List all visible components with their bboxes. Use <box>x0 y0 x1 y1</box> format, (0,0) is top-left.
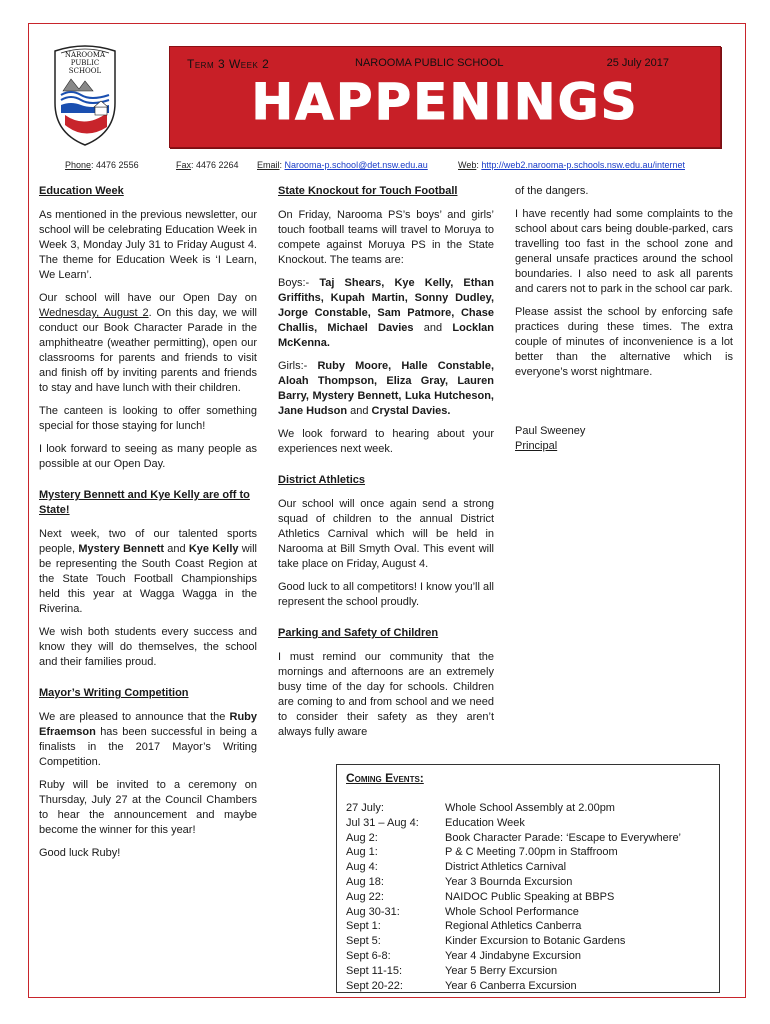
mayors-writing-paragraph: We are pleased to announce that the Ruby Efraemson has been successful in being a finalists in the 2017 Mayor’s Writing Competition. <box>39 711 257 768</box>
fax-contact: Fax: 4476 2264 <box>176 160 239 170</box>
open-day-paragraph: Our school will have our Open Day on Wednesday, August 2. On this day, we will conduct our Book Character Parade in the amphitheatre (weather permitting), open our classrooms for parents and friends to visit and finish off by inviting parents and friends to stay and have lunch with their children. <box>39 292 257 394</box>
event-description: Year 6 Canberra Excursion <box>445 979 577 992</box>
open-day-closing-paragraph: I look forward to seeing as many people as possible at our Open Day. <box>39 443 257 470</box>
state-touch-wishes-paragraph: We wish both students every success and know they will do themselves, the school and their families proud. <box>39 626 257 668</box>
event-row <box>346 964 710 979</box>
email-contact: Email: Narooma-p.school@det.nsw.edu.au <box>257 160 428 170</box>
crest-text-2: PUBLIC <box>70 59 100 67</box>
column-3 <box>515 184 733 454</box>
coming-events-box <box>336 764 720 993</box>
coming-events-title: Coming Events: <box>346 771 424 785</box>
event-row <box>346 816 710 831</box>
education-week-paragraph: As mentioned in the previous newsletter, our school will be celebrating Education Week in Week 3, Monday July 31 to Friday August 4. The theme for Education Week is ‘I Learn, We Learn’. <box>39 209 257 281</box>
event-date: Aug 30-31: <box>346 905 400 918</box>
event-description: District Athletics Carnival <box>445 861 567 874</box>
term-week-label: Term 3 Week 2 <box>187 57 270 71</box>
event-date: Aug 22: <box>346 890 384 903</box>
event-description: Year 4 Jindabyne Excursion <box>445 949 581 962</box>
column-1 <box>39 184 257 869</box>
event-row <box>346 860 710 875</box>
principal-name: Paul Sweeney <box>515 425 586 437</box>
event-description: P & C Meeting 7.00pm in Staffroom <box>445 846 618 859</box>
event-date: Aug 2: <box>346 831 378 844</box>
event-description: Education Week <box>445 816 525 829</box>
event-description: Year 5 Berry Excursion <box>445 964 558 977</box>
newsletter-banner <box>169 46 721 148</box>
event-row <box>346 875 710 890</box>
event-description: NAIDOC Public Speaking at BBPS <box>445 890 615 903</box>
safe-practices-paragraph: Please assist the school by enforcing safe practices during these times. The extra couple of minutes of inconvenience is a lot better than the alternative which is everyone’s worst nightmare. <box>515 306 733 378</box>
event-row <box>346 934 710 949</box>
event-row <box>346 979 710 994</box>
principal-title: Principal <box>515 440 558 452</box>
crest-text-3: SCHOOL <box>68 67 102 75</box>
event-description: Whole School Performance <box>445 905 579 918</box>
newsletter-title: HAPPENINGS <box>251 73 639 131</box>
event-date: Sept 5: <box>346 935 381 948</box>
mayors-writing-heading: Mayor’s Writing Competition <box>39 687 189 699</box>
good-luck-paragraph: Good luck Ruby! <box>39 847 121 859</box>
event-description: Year 3 Bournda Excursion <box>445 875 573 888</box>
web-contact: Web: http://web2.narooma-p.schools.nsw.edu.au/internet <box>458 160 685 170</box>
event-date: Aug 1: <box>346 846 378 859</box>
event-row <box>346 905 710 920</box>
complaints-paragraph: I have recently had some complaints to the school about cars being double-parked, cars travelling too fast in the school zone and general unsafe practices around the school boundaries. I also need to ask all parents and carers not to park in the school car park. <box>515 208 733 295</box>
event-row <box>346 845 710 860</box>
boys-team-list: Boys:- Taj Shears, Kye Kelly, Ethan Griffiths, Kupah Martin, Sonny Dudley, Jorge Constable, Sam Patmore, Chase Challis, Michael Davies and Locklan McKenna. <box>278 277 494 349</box>
website-link[interactable]: http://web2.narooma-p.schools.nsw.edu.au/internet <box>481 160 685 170</box>
event-row <box>346 919 710 934</box>
canteen-paragraph: The canteen is looking to offer something special for those staying for lunch! <box>39 405 257 432</box>
event-row <box>346 801 710 816</box>
parking-continued-text: of the dangers. <box>515 185 589 197</box>
event-date: Jul 31 – Aug 4: <box>346 816 419 829</box>
girls-team-list: Girls:- Ruby Moore, Halle Constable, Aloah Thompson, Eliza Gray, Lauren Barry, Mystery Bennett, Luka Hutcheson, Jane Hudson and Crystal Davies. <box>278 360 494 417</box>
issue-date: 25 July 2017 <box>606 57 669 69</box>
ceremony-paragraph: Ruby will be invited to a ceremony on Thursday, July 27 at the Council Chambers to hear the announcement and maybe become the winner for this year! <box>39 779 257 836</box>
event-date: Sept 1: <box>346 920 381 933</box>
touch-football-heading: State Knockout for Touch Football <box>278 185 458 197</box>
event-date: Sept 11-15: <box>346 964 403 977</box>
event-date: Aug 4: <box>346 861 378 874</box>
event-description: Whole School Assembly at 2.00pm <box>445 802 615 814</box>
district-good-luck-paragraph: Good luck to all competitors! I know you’ll all represent the school proudly. <box>278 581 494 608</box>
email-link[interactable]: Narooma-p.school@det.nsw.edu.au <box>284 160 428 170</box>
education-week-heading: Education Week <box>39 185 124 197</box>
event-date: Sept 20-22: <box>346 979 403 992</box>
touch-football-paragraph: On Friday, Narooma PS’s boys’ and girls’ touch football teams will travel to Moruya to compete against Moruya PS in the State Knockout. The teams are: <box>278 209 494 266</box>
district-athletics-paragraph: Our school will once again send a strong squad of children to the annual District Athletics Carnival which will be held in Narooma at Bill Smyth Oval. This event will take place on Friday, August 4. <box>278 498 494 570</box>
state-touch-paragraph: Next week, two of our talented sports people, Mystery Bennett and Kye Kelly will be representing the South Coast Region at the State Touch Football Championships held this year at Wagga Wagga in the Riverina. <box>39 528 258 615</box>
event-description: Regional Athletics Canberra <box>445 920 582 933</box>
event-description: Book Character Parade: ‘Escape to Everywhere’ <box>445 831 682 844</box>
events-list <box>346 801 710 993</box>
event-description: Kinder Excursion to Botanic Gardens <box>445 935 626 948</box>
state-touch-heading: Mystery Bennett and Kye Kelly are off to State! <box>39 489 250 516</box>
school-name: NAROOMA PUBLIC SCHOOL <box>355 57 504 69</box>
touch-closing-paragraph: We look forward to hearing about your experiences next week. <box>278 428 494 455</box>
crest-text-1: NAROOMA <box>64 51 106 59</box>
event-row <box>346 949 710 964</box>
parking-safety-heading: Parking and Safety of Children <box>278 627 439 639</box>
event-row <box>346 831 710 846</box>
event-date: Sept 6-8: <box>346 949 391 962</box>
phone-contact: Phone: 4476 2556 <box>65 160 139 170</box>
event-date: 27 July: <box>346 802 384 814</box>
parking-safety-paragraph: I must remind our community that the mornings and afternoons are an extremely busy time of the day for schools. Children are coming to and from school and we need to consider their safety as they aren’t always fully aware <box>278 651 494 738</box>
event-date: Aug 18: <box>346 875 384 888</box>
district-athletics-heading: District Athletics <box>278 474 366 486</box>
school-crest-logo <box>51 43 119 146</box>
column-2 <box>278 184 494 748</box>
event-row <box>346 890 710 905</box>
